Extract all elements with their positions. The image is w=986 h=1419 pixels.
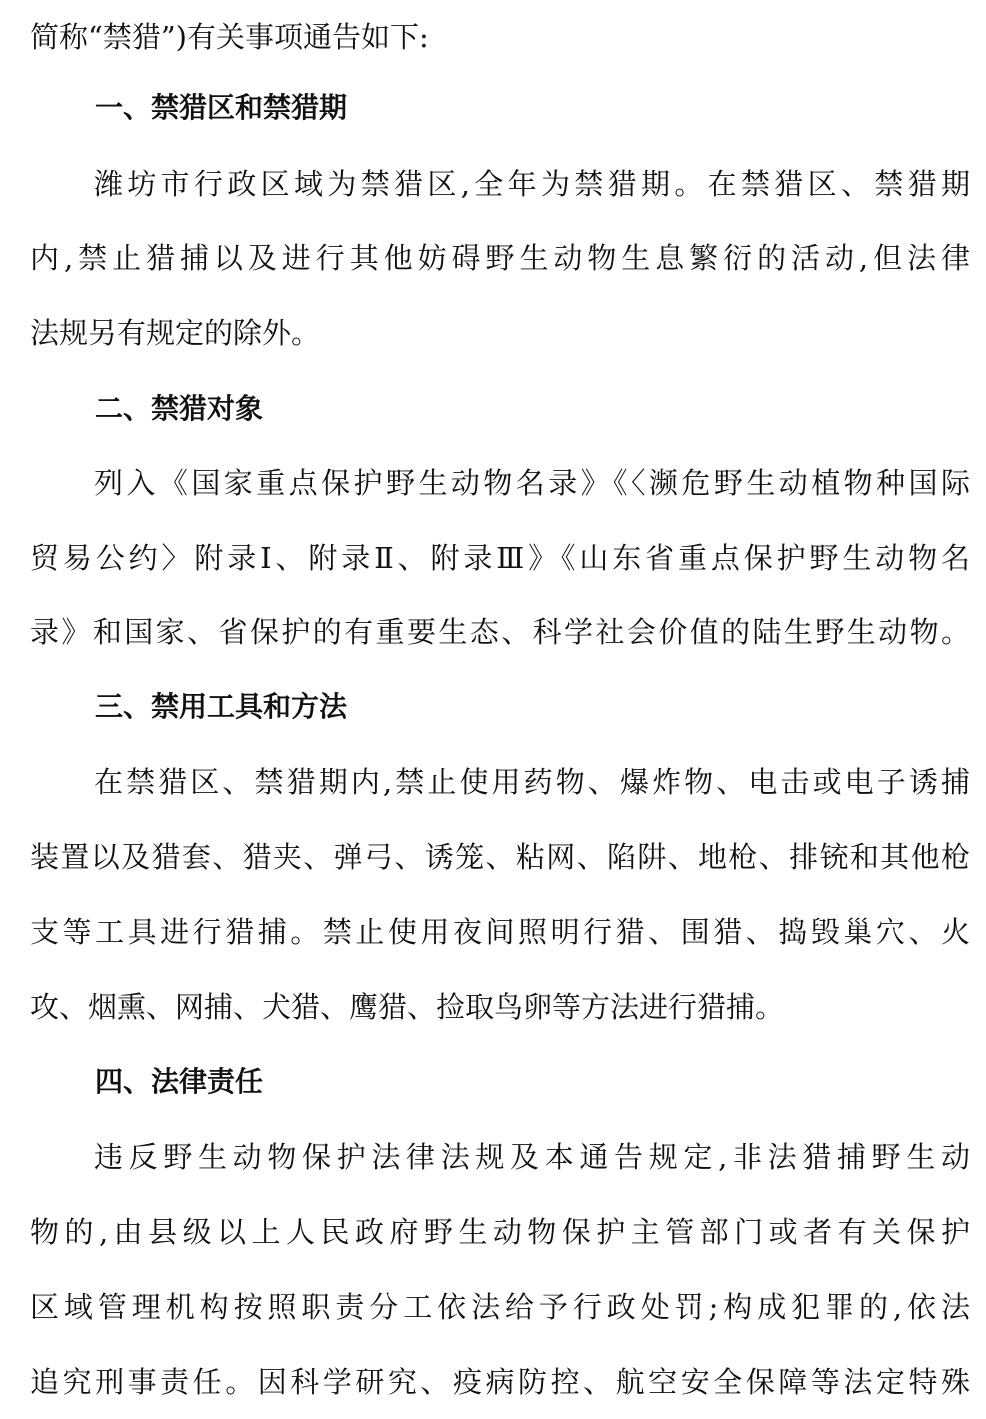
- paragraph-line: 在禁猎区、禁猎期内,禁止使用药物、爆炸物、电击或电子诱捕: [94, 765, 970, 799]
- paragraph-line: 攻、烟熏、网捕、犬猎、鹰猎、捡取鸟卵等方法进行猎捕。: [30, 990, 785, 1024]
- paragraph-line: 支等工具进行猎捕。禁止使用夜间照明行猎、围猎、捣毁巢穴、火: [30, 915, 970, 949]
- section-heading-1: 一、禁猎区和禁猎期: [95, 91, 348, 124]
- paragraph-line: 列入《国家重点保护野生动物名录》《〈濒危野生动植物种国际: [94, 466, 970, 500]
- paragraph-line: 录》和国家、省保护的有重要生态、科学社会价值的陆生野生动物。: [30, 615, 970, 649]
- paragraph-line: 追究刑事责任。因科学研究、疫病防控、航空安全保障等法定特殊: [30, 1365, 970, 1399]
- section-heading-2: 二、禁猎对象: [95, 392, 264, 425]
- paragraph-line: 内,禁止猎捕以及进行其他妨碍野生动物生息繁衍的活动,但法律: [30, 241, 970, 275]
- paragraph-line: 贸易公约〉附录Ⅰ、附录Ⅱ、附录Ⅲ》《山东省重点保护野生动物名: [30, 541, 970, 575]
- paragraph-line: 物的,由县级以上人民政府野生动物保护主管部门或者有关保护: [30, 1215, 970, 1249]
- section-heading-4: 四、法律责任: [95, 1065, 264, 1098]
- paragraph-line: 法规另有规定的除外。: [30, 316, 321, 350]
- section-heading-3: 三、禁用工具和方法: [95, 690, 348, 723]
- paragraph-line: 装置以及猎套、猎夹、弹弓、诱笼、粘网、陷阱、地枪、排铳和其他枪: [30, 840, 970, 874]
- paragraph-line: 区域管理机构按照职责分工依法给予行政处罚;构成犯罪的,依法: [30, 1290, 970, 1324]
- paragraph-line: 潍坊市行政区域为禁猎区,全年为禁猎期。在禁猎区、禁猎期: [94, 167, 970, 201]
- intro-line: 简称“禁猎”)有关事项通告如下:: [30, 20, 429, 54]
- paragraph-line: 违反野生动物保护法律法规及本通告规定,非法猎捕野生动: [94, 1140, 970, 1174]
